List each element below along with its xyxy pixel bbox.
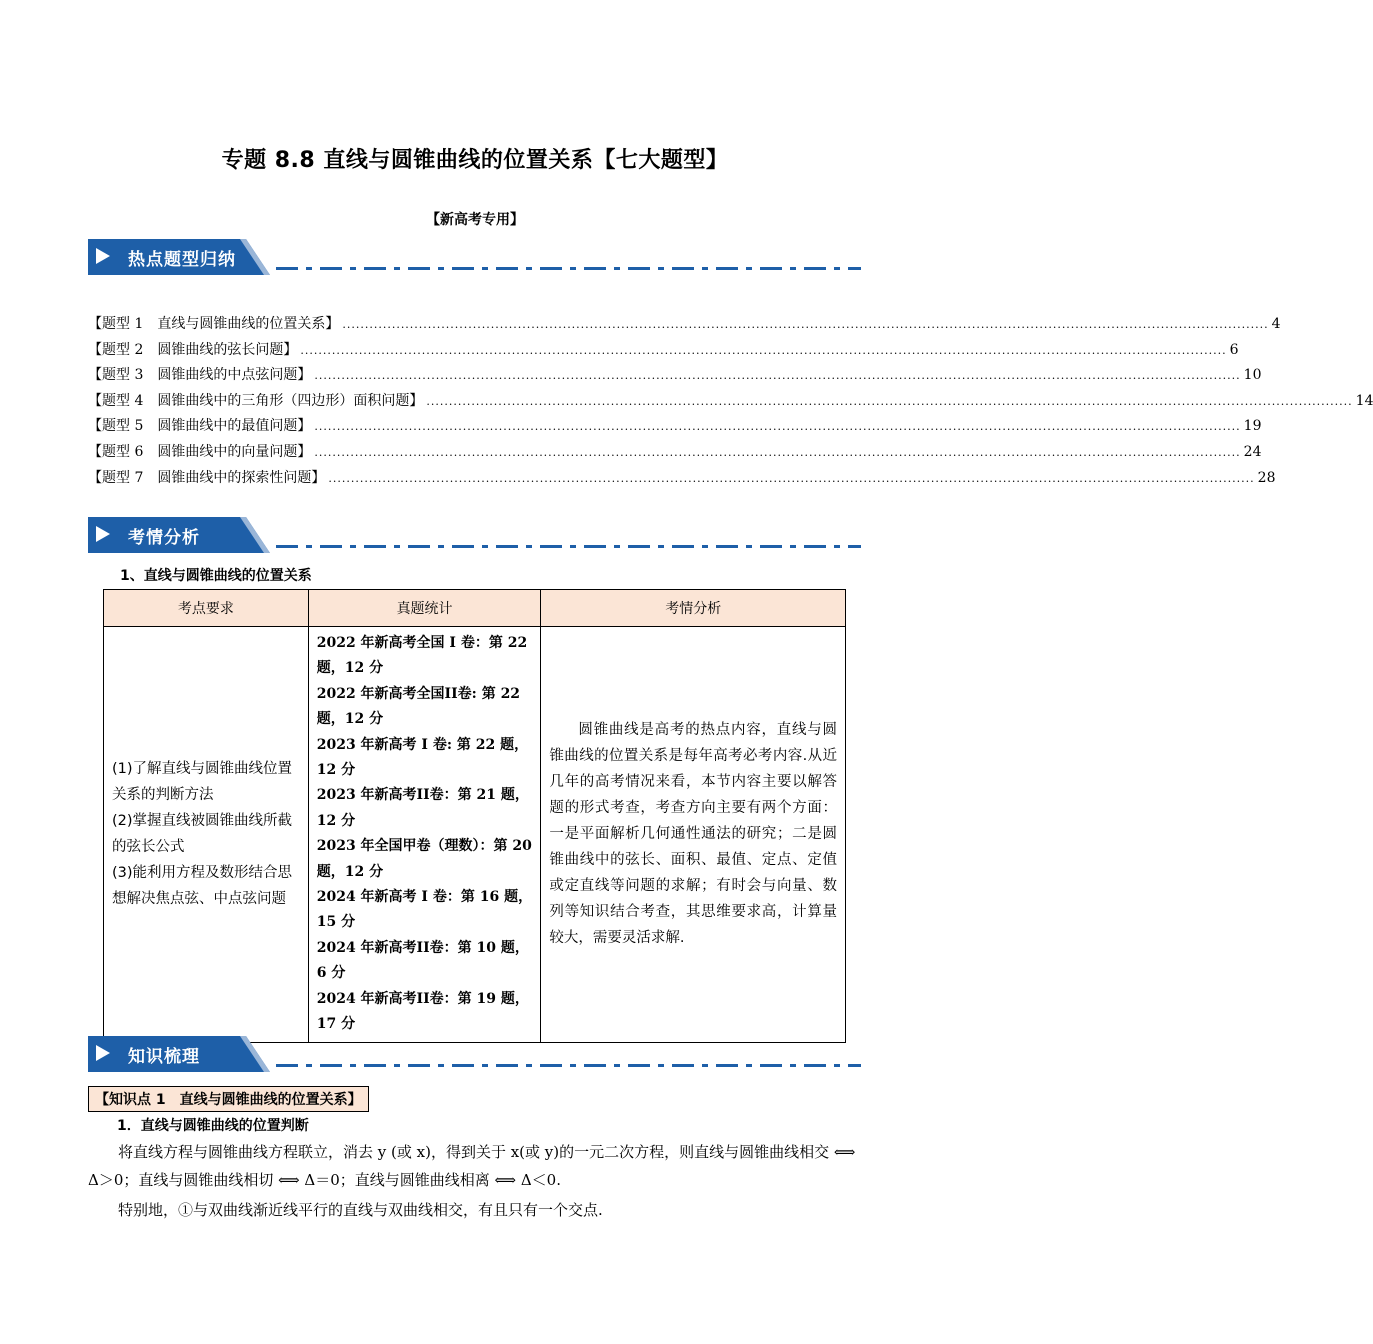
toc-page: 6 — [1229, 341, 1239, 358]
toc-leader: .............................................................................................................................................................................................................. — [426, 394, 1353, 408]
requirement-item: (3)能利用方程及数形结合思想解决焦点弦、中点弦问题 — [112, 865, 293, 908]
requirement-item: (2)掌握直线被圆锥曲线所截的弦长公式 — [112, 813, 293, 856]
page-title: 专题 8.8 直线与圆锥曲线的位置关系【七大题型】 — [221, 148, 729, 173]
toc-page: 4 — [1271, 316, 1281, 332]
page-subtitle: 【新高考专用】 — [426, 212, 524, 228]
dash-line — [276, 1064, 861, 1067]
toc-leader: .............................................................................................................................................................................................................. — [342, 318, 1269, 331]
toc-label: 【题型 4 圆锥曲线中的三角形（四边形）面积问题】 — [88, 392, 424, 409]
dash-line — [276, 545, 861, 548]
toc-leader: .............................................................................................................................................................................................................. — [314, 420, 1241, 434]
toc-label: 【题型 1 直线与圆锥曲线的位置关系】 — [88, 316, 340, 332]
stat-item: 2024 年新高考 I 卷：第 16 题，15 分 — [316, 889, 533, 931]
column-header: 考点要求 — [104, 590, 309, 627]
analysis-table — [103, 589, 846, 1043]
banner-label: 热点题型归纳 — [128, 250, 236, 270]
stat-item: 2024 年新高考II卷：第 10 题，6 分 — [316, 939, 529, 982]
toc-page: 28 — [1257, 469, 1276, 486]
dash-line — [276, 267, 861, 270]
toc-page: 24 — [1243, 443, 1262, 460]
knowledge-point-title: 【知识点 1 直线与圆锥曲线的位置关系】 — [88, 1086, 369, 1112]
stat-item: 2022 年新高考全国 I 卷：第 22 题，12 分 — [316, 635, 528, 677]
summary-cell: 圆锥曲线是高考的热点内容，直线与圆锥曲线的位置关系是每年高考必考内容.从近几年的高考情况来看，本节内容主要以解答题的形式考查，考查方向主要有两个方面：一是平面解析几何通性通法的研究；二是圆锥曲线中的弦长、面积、最值、定点、定值或定直线等问题的求解；有时会与向量、数列等知识结合考查，其思维要求高，计算量较大，需要灵活求解. — [541, 627, 846, 1043]
table-row — [104, 627, 846, 1043]
toc-item[interactable] — [88, 467, 1276, 493]
toc-item[interactable] — [88, 313, 1281, 339]
toc-label: 【题型 2 圆锥曲线的弦长问题】 — [88, 341, 298, 358]
toc-label: 【题型 5 圆锥曲线中的最值问题】 — [88, 418, 312, 435]
stats-cell — [308, 627, 541, 1043]
toc-item[interactable] — [88, 441, 1262, 467]
banner-tab — [88, 1036, 268, 1070]
toc-leader: .............................................................................................................................................................................................................. — [314, 445, 1241, 459]
banner-knowledge — [88, 1036, 863, 1070]
table-header-row — [104, 590, 846, 627]
toc-page: 10 — [1243, 367, 1262, 384]
knowledge-sub-heading: 1．直线与圆锥曲线的位置判断 — [117, 1118, 309, 1134]
toc-item[interactable] — [88, 390, 1373, 416]
toc-leader: .............................................................................................................................................................................................................. — [314, 369, 1241, 383]
banner-tab — [88, 239, 268, 273]
requirement-item: (1)了解直线与圆锥曲线位置关系的判断方法 — [112, 761, 293, 804]
banner-hot-types — [88, 239, 863, 273]
toc-page: 19 — [1243, 418, 1262, 435]
stat-item: 2024 年新高考II卷：第 19 题，17 分 — [316, 990, 529, 1033]
play-arrow-icon — [96, 526, 110, 542]
play-arrow-icon — [96, 1045, 110, 1061]
banner-exam-analysis — [88, 517, 863, 551]
stat-item: 2023 年新高考 I 卷: 第 22 题，12 分 — [316, 736, 529, 779]
paragraph: 特别地，①与双曲线渐近线平行的直线与双曲线相交，有且只有一个交点. — [118, 1201, 603, 1219]
stat-item: 2023 年新高考II卷：第 21 题，12 分 — [316, 787, 529, 829]
stat-item: 2023 年全国甲卷（理数）：第 20 题，12 分 — [316, 838, 532, 880]
banner-label: 考情分析 — [128, 528, 200, 548]
toc-leader: .............................................................................................................................................................................................................. — [328, 471, 1255, 485]
table-of-contents — [88, 313, 1373, 492]
column-header: 考情分析 — [541, 590, 846, 627]
stat-item: 2022 年新高考全国II卷: 第 22 题，12 分 — [316, 685, 521, 728]
toc-item[interactable] — [88, 364, 1262, 390]
play-arrow-icon — [96, 248, 110, 264]
toc-label: 【题型 3 圆锥曲线的中点弦问题】 — [88, 367, 312, 384]
toc-item[interactable] — [88, 339, 1239, 365]
column-header: 真题统计 — [308, 590, 541, 627]
toc-item[interactable] — [88, 415, 1262, 441]
banner-label: 知识梳理 — [128, 1047, 200, 1067]
toc-leader: .............................................................................................................................................................................................................. — [300, 343, 1227, 357]
paragraph: 将直线方程与圆锥曲线方程联立，消去 y (或 x)，得到关于 x(或 y)的一元二次方程，则直线与圆锥曲线相交 ⟺ Δ＞0；直线与圆锥曲线相切 ⟺ Δ＝0；直线与圆锥曲线相离 ⟺ Δ＜0. — [88, 1143, 856, 1189]
toc-label: 【题型 7 圆锥曲线中的探索性问题】 — [88, 469, 326, 486]
banner-tab — [88, 517, 268, 551]
toc-page: 14 — [1355, 392, 1373, 409]
section-heading: 1、直线与圆锥曲线的位置关系 — [120, 568, 312, 584]
toc-label: 【题型 6 圆锥曲线中的向量问题】 — [88, 443, 312, 460]
requirements-cell — [104, 627, 309, 1043]
